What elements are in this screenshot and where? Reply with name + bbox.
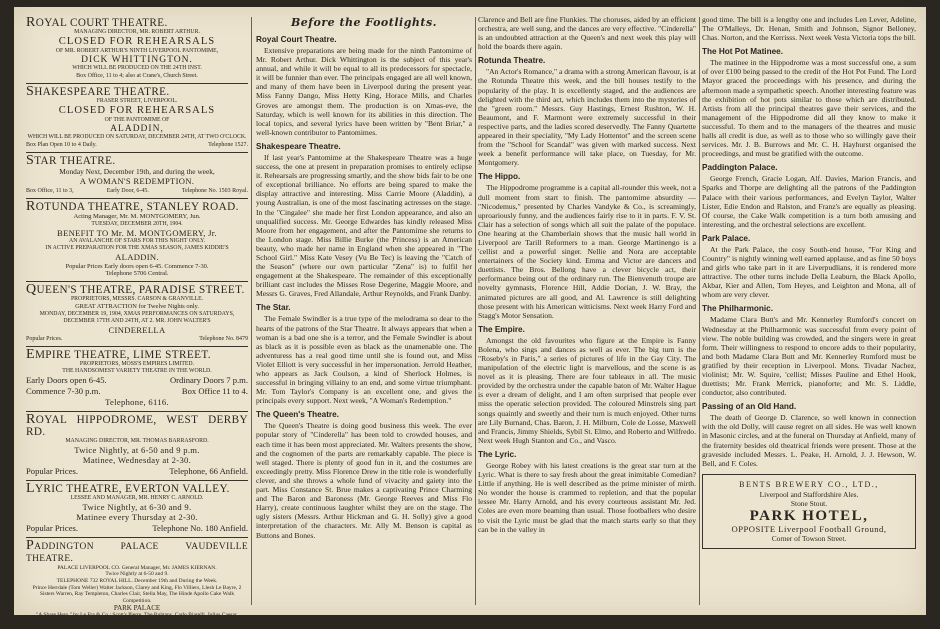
advert-title: ROTUNDA THEATRE, STANLEY ROAD. [26, 198, 239, 214]
section-body: George Robey with his latest creations is the great star turn at the Lyric. What is there to say fresh about the great inimitable Comedian? Little if anything. He is well described as the prime minister of mirth. No wonder the house is crammed to repletion, and that the popular lessee Mr. Harry Arnold, and his every courteous assistant Mr. Jed. Coles are even more beaming than usual. Those footballers who desire to visit the Lyric must be glad that the match starts early so that they can be in the valley in [478, 460, 696, 534]
newspaper-page [14, 7, 926, 626]
page-title: Before the Footlights. [290, 16, 437, 29]
advert-footer: Popular Prices Early doors open 6-45. Commence 7-30. [65, 262, 209, 270]
advert-subtitle: MANAGING DIRECTOR, MR. THOMAS BARRASFORD. [65, 437, 209, 444]
section-heading: The Hot Pot Matinee. [702, 47, 783, 57]
advert-headline: BENEFIT TO Mr. M. MONTGOMERY, Jr. [57, 227, 217, 238]
section-body: Madame Clara Butt's and Mr. Kennerley Rumford's concert on Wednesday at the Philharmonic was successful from every point of view. The noble building was crowded, and the singers were in great form. Their willingness to respond to encore adds to their popularity, and both Madame Clara Butt and Mr. Kennerley Rumford must be gratified by their reception in Liverpool. Mons. Tivadar Nachez, violinist; Mr. W. Squire, 'cellist; Misses Pauline and Ethel Hook, duettists; Mr. Frank Merrick, pianoforte; and Mr. S. Liddle, conductor, also contributed. [702, 315, 916, 398]
advert-line: Matinee, Wednesday at 2-30. [82, 455, 192, 466]
advert-footer: Popular Prices. Telephone, 66 Anfield. [26, 465, 248, 476]
advert-title: ROYAL COURT THEATRE. [26, 15, 168, 30]
advert-title: PADDINGTON PALACE VAUDEVILLE THEATRE. [26, 537, 248, 564]
advert-line: Twice Nightly, at 6-30 and 9. [82, 501, 192, 512]
section-body: The Female Swindler is a true type of the melodrama so dear to the hearts of the patrons of the Star Theatre. It always appears that when a woman is a bad one she is a terror, and the Female Swindler is about as black as it is possible even as black as the unamenable one. The adventuress has a real good time until she is found out, and Miss Violet Elliott is very successful in her impersonation. Jerrold Heather, who appears as Jack Coulson, a kind of Sherlock Holmes, is successful in bringing villainy to an end, and some virtue triumphant. Mr. Tom Taylor's Company is an excellent one, and gives the principals every support. Next week, "A Woman's Redemption." [256, 314, 472, 406]
advert-headline: CINDERELLA [108, 324, 166, 335]
advert-hippodrome [26, 412, 248, 481]
advert-headline: A WOMAN'S REDEMPTION. [79, 176, 195, 186]
advert-line: IN ACTIVE PREPARATION FOR THE XMAS SEASON, JAMES KIDDIE'S [45, 245, 229, 251]
advert-headline: CLOSED FOR REHEARSALS [58, 36, 216, 47]
advert-footer: Telephone 5706 Central. [105, 270, 169, 278]
advert-queens [26, 282, 248, 347]
advert-lyric [26, 481, 248, 538]
section-body: At the Park Palace, the cosy South-end house, "For King and Country" is nightly winning well earned applause, and as fine 50 boys and girls who take part in it are Liverpudlians, it is rendered more attractive. The other turns include Della Leaburn, the Black Apollo, Akbar, Kier and Allen, Tom Heyes, and Leighton and Mona, all of whom are very clever. [702, 244, 916, 300]
advert-line: OF THE PANTOMIME OF [104, 117, 170, 123]
advert-rotunda [26, 199, 248, 283]
section-heading: Paddington Palace. [702, 163, 778, 173]
advert-line: AN AVALANCHE OF STARS FOR THIS NIGHT ONLY. [69, 238, 205, 244]
section-heading: The Hippo. [478, 172, 521, 182]
advert-line: Prince Herrdale (Tom Weller) Walter Jackson, Clarey and King, Flo Villiers, Llesh Le Bayre, 2 Sisters Warren, Ray Templeton, Charles Clair, Stella May, The Hinde Apollo Cake Walk Competition. [32, 584, 242, 604]
section-body: The Queen's Theatre is doing good business this week. The ever popular story of "Cinderella" has been told to crowded houses, and each time it has been most appreciated. Mr. Walters presents the show, and the cognomen of the parts are remarkably capable. The piece is well staged. There is plenty of good fun in it, and the costumes are exceedingly pretty. Miss Florence Drew in the title role is wonderfully clever, and she throws a whole fund of vivacity and gaiety into the part. Miss Constance St. Brue makes a captivating Prince Charming and The Baron and Baroness (Mr. George Reeves and Miss Flo Harry), create continuous laughter whilst they are on the stage. The ugly sisters (Messrs. Arthur Hickman and G. H. Solly) give a good interpretation of the characters. Mr. Ally M. Benson is capital as Buttons and Bones. [256, 421, 472, 540]
column-rule [475, 17, 476, 605]
advert-footer: Popular Prices. Telephone No. 180 Anfield. [26, 522, 248, 533]
section-body: The death of George D. Clarence, so well known in connection with the old Dolly, will cause regret on all sides. He was well known in Masonic circles, and at the funeral on Thursday at Anfield, many of the fraternity besides old theatrical friends were present. Those at the graveside included Messrs. L. Peake, H. Arnold, J. J. Hewson, W. Bell, and F. Coles. [702, 413, 916, 468]
advert-subtitle: PROPRIETORS, MOSS'S EMPIRES LIMITED. [79, 361, 195, 368]
section-body: If last year's Pantomime at the Shakespeare Theatre was a huge success, the one at present in preparation promises to entirely eclipse it. Rehearsals are progressing smartly, and the show bids fair to be one of exceptional brilliance. No efforts are being spared to make the display attractive and interesting. Miss Carrie Moore (Aladdin), a young Australian, is one of the most fascinating actresses on the stage. In the "Cingalee" she made her first London appearance, and also an unqualified success. Mr. George Edwardes has kindly released Miss Moore from her engagement, and after the Pantomime she returns to the London stage. Miss Billie Burke (the Princess) is an American beauty, who made her name in England when she appeared in "The School Girl." Miss Kate Vesey (Vu Be Tec) is leaving the "Catch of the Season" (where our own particular "Zena" is) to fulfil her engagement at the Shakespeare. The remainder of this exceptionally brilliant cast includes the Misses Rose Degerine, Maggie Moore, and Messrs G. Graves, Fred Allandale, Arthur Reynolds, and Frank Danby. [256, 152, 472, 299]
advert-headline: CLOSED FOR REHEARSALS [58, 105, 216, 116]
advert-footer: Telephone, 6116. [105, 397, 169, 408]
section-body: The Hippodrome programme is a capital all-rounder this week, not a dull moment from start to finish. The pantomime absurdity — "Nicodemus," presented by Charles Vandyke & Co., is screamingly, uproariously funny, and the audiences fairly rise to it in parts. F. V. St. Clair has a selection of songs which all suit the palate of the populace. One hearing at the Chamberlain shows that the music hall world in Liverpool are Tarill Reformers to a man. George Martinengo is a 'cellist and a powerful singer. Nellie and Nora are acceptable entertainers of the Society kind. Emma and Victor are dancers and duettists. The Bros. Bellong have a clever bicycle act, their performance being out of the ordinary run. The Bienvenuth troupe are novelty gymnasts, Florence Hill, Addie Dorian, J. W. Bray, the animated pictures are all good, and Al. Lawrence is still delighting those present with his American witticisms. Next week Harry Ford and Stagg's Motor Sensation. [478, 183, 696, 320]
advert-royal-court [26, 15, 248, 84]
section-heading: The Star. [256, 303, 291, 313]
section-body: Extensive preparations are being made for the ninth Pantomime of Mr. Robert Arthur. Dick Whittington is the subject of this year's annual, and while it will be equal to all its predecessors for spectacle, it will be funnier than ever. The principals engaged are all well known, and many of them have been in Liverpool during the present year. Miss Fanny Dango, Miss Hetty King, Horace Mills, and Charles Groves are amongst them. The production is on Xmas-eve, the Saturday, which is well known for its abilities in this direction. The local topics, and several lyrics have been written by "Bent Briar," a well-known contributor to Pantomimes. [256, 46, 472, 137]
section-heading: Rotunda Theatre. [478, 56, 546, 66]
section-body: The matinee in the Hippodrome was a most successful one, a sum of over £100 being passed to the credit of the Hot Pot Fund. The Lord Mayor graced the proceedings with his presence, and during the afternoon made a sympathetic speech. Another interesting feature was the exhibition of hot pots similar to those which are distributed. Artists from all the principal theatres gave their services, and the management of the Hippodrome did all they know to make it successful. To them and to the managers of the theatres and music halls all credit is due, as well as to those who so willingly gave their services. Mr. J. B. Burrows and Mr. C. H. Hayhurst organised the proceedings, and must be gratified with the outcome. [702, 58, 916, 159]
advert-line: Stone Stout. [790, 498, 828, 508]
advert-footer: Box Office, 11 to 3, Early Door, 6-45. Telephone No. 1503 Royal. [26, 187, 248, 194]
advert-line: WHICH WILL BE PRODUCED ON THE 24TH INST. [72, 65, 202, 71]
advert-line: Twice Nightly at 6-50 and 9. [105, 571, 169, 578]
advert-subtitle: PALACE LIVERPOOL CO. General Manager, Mr. JAMES KIERNAN. [57, 564, 217, 571]
advert-line: Twice Nightly, at 6-50 and 9 p.m. [74, 444, 200, 455]
advert-headline: ALADDIN, [110, 124, 164, 134]
section-heading: The Lyric. [478, 449, 517, 459]
advert-line: OPPOSITE Liverpool Football Ground, [731, 523, 887, 534]
advert-line: THE HANDSOMEST VARIETY THEATRE IN THE WORLD. [62, 368, 212, 375]
reviews-column-1 [256, 15, 472, 607]
advert-line: Liverpool and Staffordshire Ales. [759, 489, 859, 499]
advert-subtitle: FRASER STREET, LIVERPOOL. [96, 98, 178, 104]
section-heading: The Philharmonic. [702, 304, 773, 314]
advert-subtitle: MANAGING DIRECTOR, MR. ROBERT ARTHUR. [74, 29, 200, 35]
advert-line: Monday Next, December 19th, and during the week, [59, 167, 215, 176]
advert-row: Early Doors open 6-45. Ordinary Doors 7 p.m. [26, 375, 248, 386]
advert-headline: ALADDIN. [115, 252, 159, 262]
advert-headline: PARK PALACE [113, 604, 161, 613]
theatre-adverts-column [26, 15, 248, 626]
section-body: Amongst the old favourites who figure at the Empire is Fanny Bolena, who sings and dances as well as ever. The big turn is the "Roseby's in Paris," a series of pictures of life in the Gay City. The manipulation of the electric light is marvellous, and the scene is as novel as it is pleasing. There are four tableaux in all. The music provided by the orchestra under the capable baton of Mr. Walter Hague is ever a dream of delight, and I am often surprised that people ever miss the operatic selection provided. The coloured Minstrels sing part songs quaintly and sweetly and their turn is much enjoyed. Other turns are Lily Burnand, Chas. Baron, J. H. Milburn, Cole de Losse, Maxwell and Francis, Jimmy Shields, Sybil St. Elmo, and Roberto and Wilfredo. Next week Hugh Stanton and Co., and Vasco. [478, 335, 696, 445]
advert-title: ROYAL HIPPODROME, WEST DERBY RD. [26, 411, 248, 438]
advert-line: WHICH WILL BE PRODUCED ON SATURDAY, DECEMBER 24TH, AT TWO O'CLOCK. [27, 134, 247, 140]
advert-subtitle: PROPRIETORS, MESSRS. CARSON & GRANVILLE. [70, 296, 204, 303]
advert-line: TELEPHONE 732 ROYAL HILL. December 19th and During the Week. [56, 578, 218, 585]
section-heading: Royal Court Theatre. [256, 35, 337, 44]
advert-subtitle: Acting Manager, Mr. M. MONTGOMERY, Jun. [73, 212, 201, 220]
advert-footer: Popular Prices. Telephone No. 8479 [26, 336, 248, 343]
advert-shakespeare [26, 84, 248, 153]
section-heading: The Queen's Theatre. [256, 410, 339, 420]
advert-title: EMPIRE THEATRE, LIME STREET. [26, 347, 211, 363]
advert-line: TUESDAY, DECEMBER 20TH, 1904. [91, 220, 183, 227]
advert-headline: DICK WHITTINGTON. [81, 55, 193, 65]
section-heading: Park Palace. [702, 233, 751, 243]
advert-line: Corner of Towson Street. [771, 533, 847, 543]
advert-line: "A Share Hero," by Le Fra & Co.; Scott's Pierre, The Ruhtans, Carlo Biarelli, Julius Caesar, O'Connor and Brayne, J. P. Kennedy & Co, Bergi Stage. [36, 612, 238, 626]
advert-line: BENTS BREWERY CO., LTD., [739, 479, 879, 489]
advert-subtitle: LESSEE AND MANAGER, MR. HENRY C. ARNOLD. [70, 494, 204, 501]
continued-paragraph: good time. The bill is a lengthy one and includes Len Lever, Adeline, The O'Malleys, Dr. Henan, Smith and Johnson, Signor Belloney, Chas. Norton, and the Kerrisss. Next week Vesta Victoria tops the bill. [702, 15, 916, 43]
column-rule [251, 17, 252, 605]
advert-title: SHAKESPEARE THEATRE. [26, 84, 170, 99]
section-body: George French, Gracie Logan, Alf. Davies, Marion Francis, and Sparks and Thorpe are delighting all the patrons of the Paddington Palace with their various performances, and Evelyn Taylor, Walter Lister, Edie Endon and Ralston, and Franz's are equally as pleasing. Of course, the Cake Walk competition is a turn both amusing and interesting, and the orchestral selections are excellent. [702, 174, 916, 229]
advert-headline: PARK HOTEL, [749, 507, 869, 524]
section-heading: Shakespeare Theatre. [256, 141, 341, 151]
advert-title: LYRIC THEATRE, EVERTON VALLEY. [26, 480, 230, 496]
advert-title: STAR THEATRE. [26, 153, 116, 168]
brewery-advert [702, 474, 916, 549]
section-body: "An Actor's Romance," a drama with a strong American flavour, is at the Rotunda Theatre this week, and the bill houses testify to the popularity of the play. It is excellently staged, and the audiences are delighted with the third act, which includes them into the mysteries of the "green room." Messrs. Guy Hastings, Ernest Rushton, W. H. Beaumont, and F. Marmont were extremely successful in their respective parts, and the ladies scored deservedly. The Fanny Quartette appeared in their speciality, "My Lady Hottentot" and the screen scene from the "School for Scandal" was given with marked success. Next week a benefit performance will take place, on Tuesday, for Mr. Montgomery. [478, 67, 696, 168]
column-rule [699, 17, 700, 605]
advert-star [26, 153, 248, 199]
continued-paragraph: Clarence and Bell are fine Flunkies. The choruses, aided by an efficient orchestra, are well sung, and the dances are very effective. "Cinderella" is an undoubted attraction at the Queen's and next week this play will hold the boards there again. [478, 15, 696, 52]
advert-row: Commence 7-30 p.m. Box Office 11 to 4. [26, 386, 248, 397]
advert-paddington [26, 538, 248, 629]
section-heading: The Empire. [478, 324, 525, 334]
section-heading: Passing of an Old Hand. [702, 402, 797, 412]
reviews-column-3 [702, 15, 916, 607]
advert-footer: Box Office, 11 to 4; also at Crane's, Church Street. [76, 73, 198, 79]
advert-line: Matinee every Thursday at 2-30. [76, 512, 198, 523]
reviews-column-2 [478, 15, 696, 607]
advert-empire [26, 347, 248, 412]
advert-title: QUEEN'S THEATRE, PARADISE STREET. [26, 282, 245, 298]
advert-line: MONDAY, DECEMBER 19, 1904, XMAS PERFORMANCES ON SATURDAYS, DECEMBER 17TH AND 24TH, AT 2. MR. JOHN WALTER'S [39, 310, 235, 324]
advert-line: GREAT ATTRACTION for Twelve Nights only. [75, 303, 199, 311]
advert-line: OF MR. ROBERT ARTHUR'S NINTH LIVERPOOL PANTOMIME, [55, 48, 219, 54]
advert-footer: Box Plan Open 10 to 4 Daily. Telephone 1527. [26, 142, 248, 148]
